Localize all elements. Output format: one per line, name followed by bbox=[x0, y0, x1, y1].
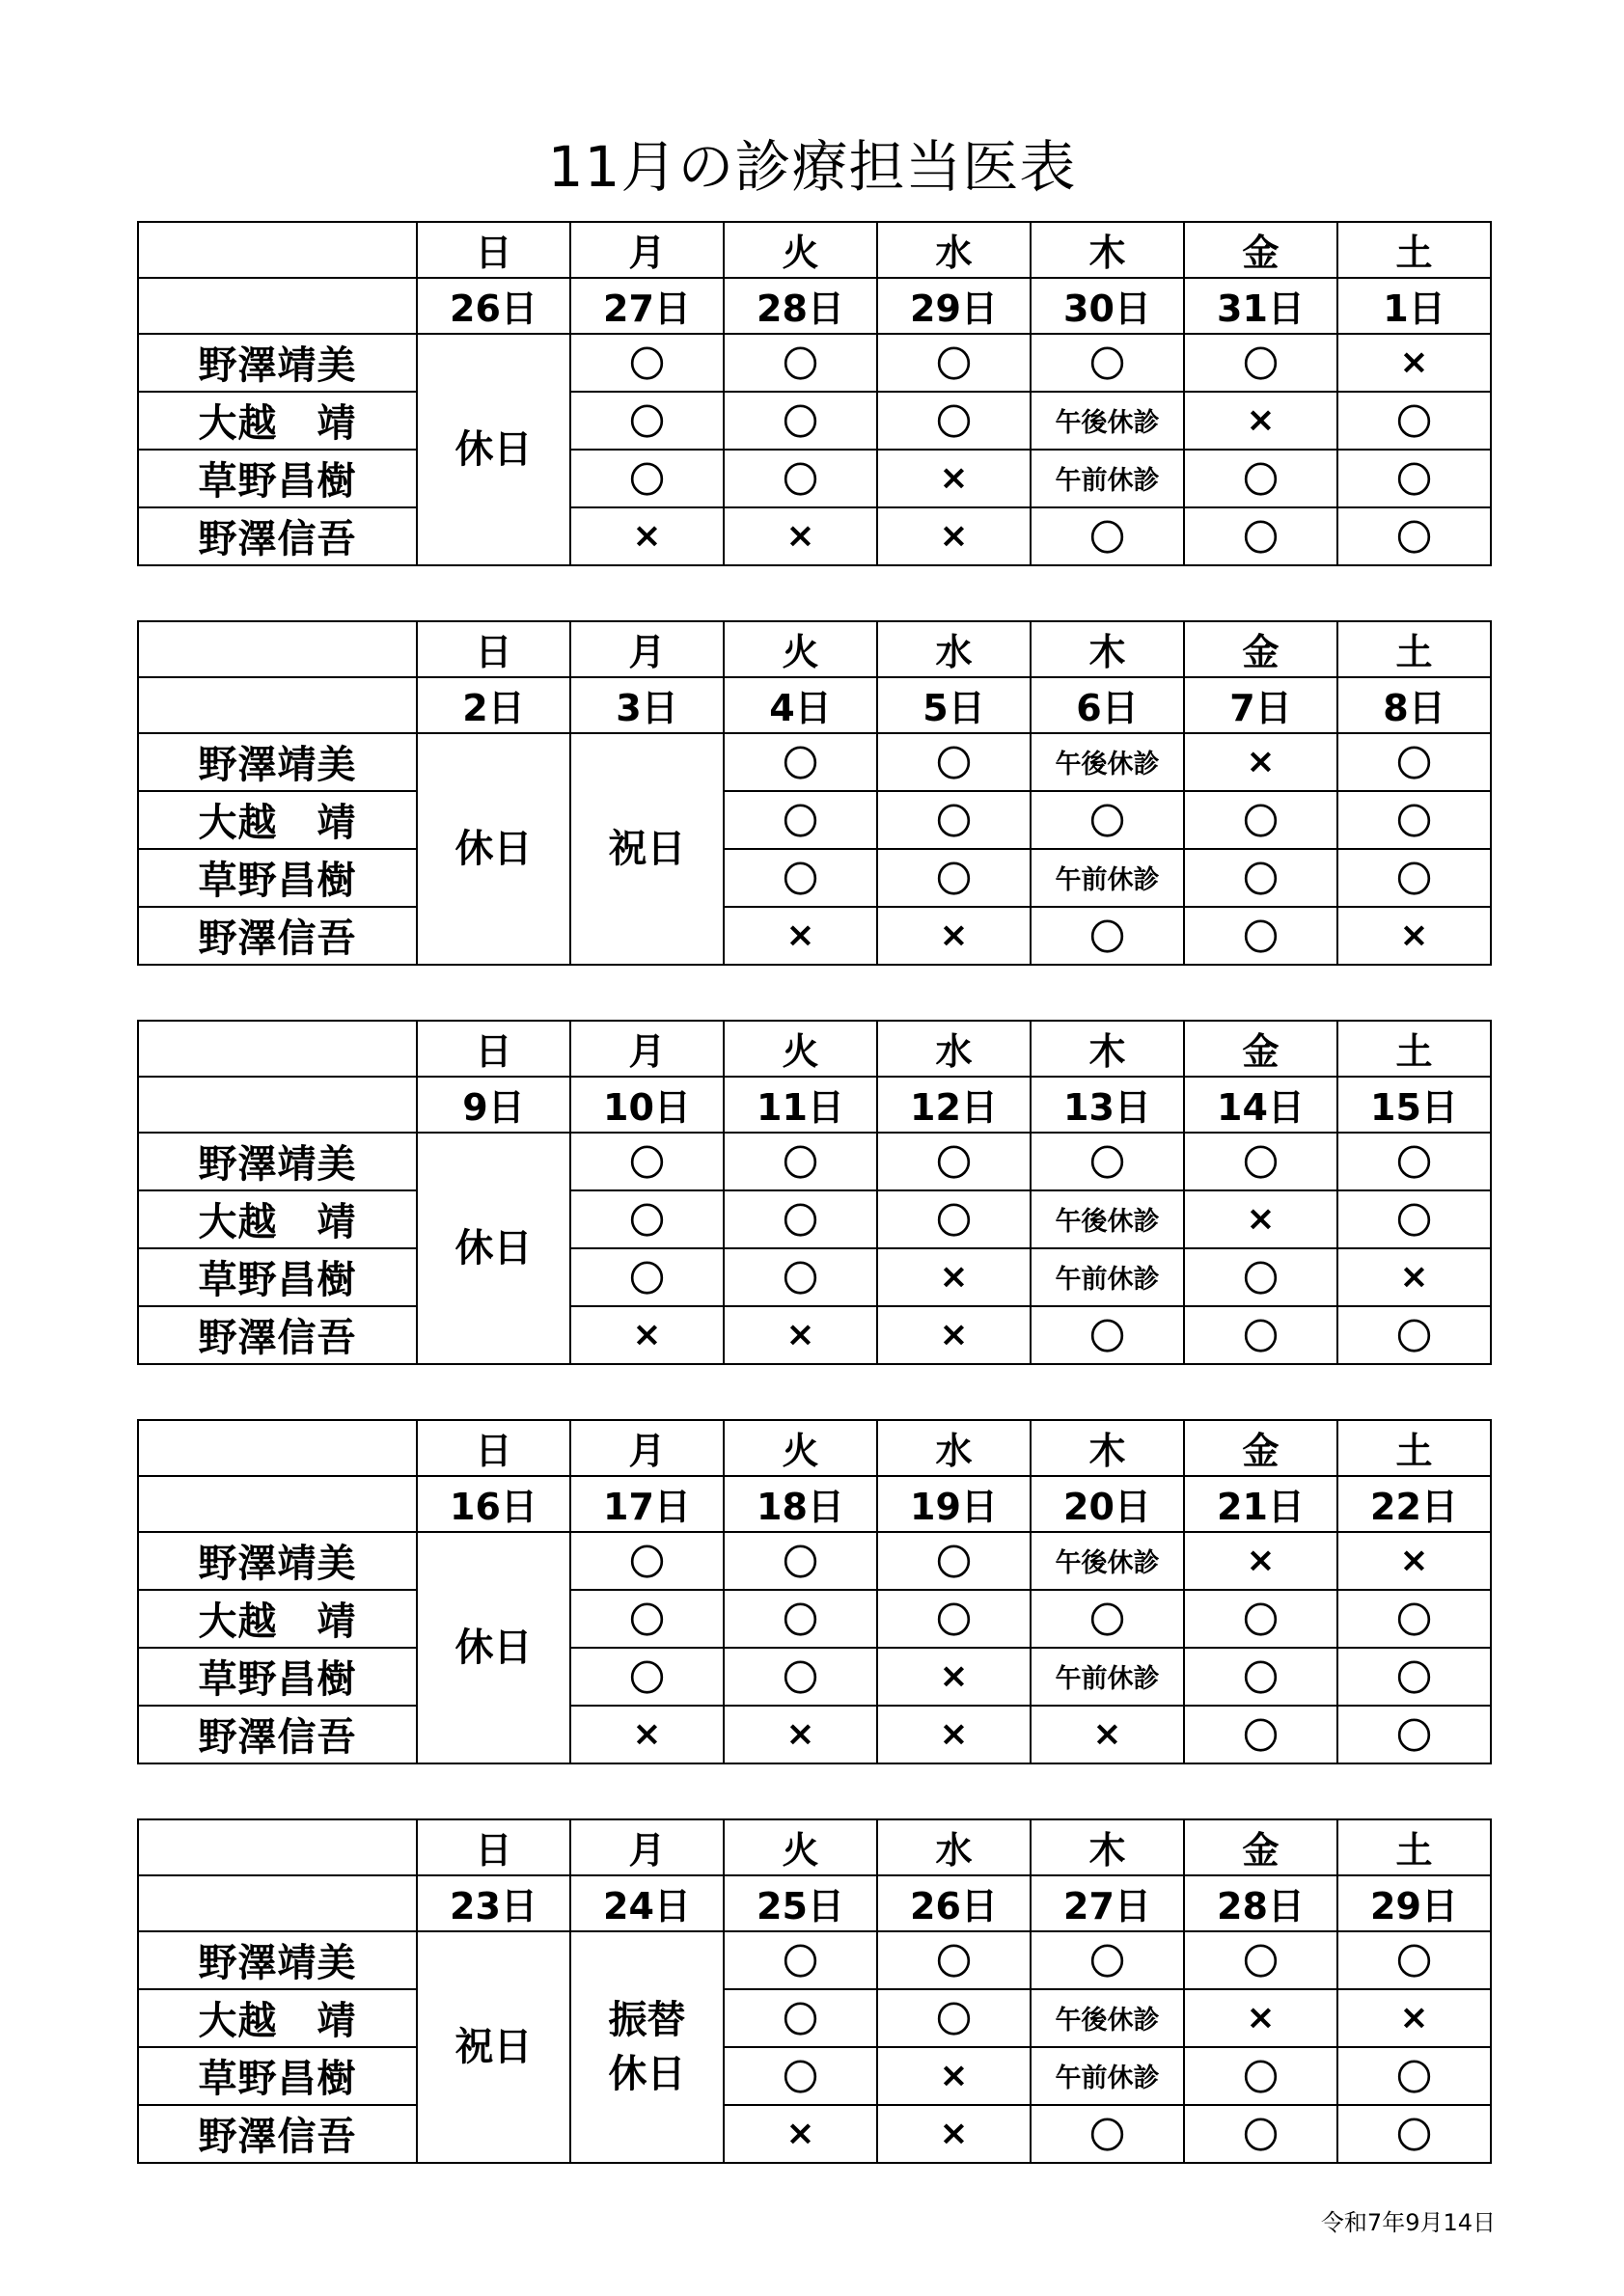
schedule-mark: 〇 bbox=[1337, 1648, 1491, 1706]
schedule-mark: × bbox=[877, 1248, 1031, 1306]
schedule-mark: 〇 bbox=[1337, 2105, 1491, 2163]
corner-cell bbox=[138, 278, 417, 334]
schedule-mark: 〇 bbox=[1337, 1133, 1491, 1190]
schedule-mark: 〇 bbox=[1184, 907, 1337, 965]
schedule-mark: 〇 bbox=[570, 1248, 724, 1306]
schedule-mark: 〇 bbox=[570, 392, 724, 450]
schedule-mark: 午後休診 bbox=[1031, 1532, 1184, 1590]
weekday-header: 金 bbox=[1184, 621, 1337, 677]
date-row bbox=[138, 1077, 1491, 1133]
schedule-mark: 〇 bbox=[1031, 1590, 1184, 1648]
schedule-mark: 〇 bbox=[877, 1133, 1031, 1190]
schedule-mark: 〇 bbox=[1031, 334, 1184, 392]
doctor-row bbox=[138, 791, 1491, 849]
date-header: 31日 bbox=[1184, 278, 1337, 334]
closed-day-cell: 休日 bbox=[417, 334, 570, 565]
schedule-mark: 午前休診 bbox=[1031, 2047, 1184, 2105]
doctor-name: 野澤信吾 bbox=[138, 1306, 417, 1364]
schedule-mark: 〇 bbox=[724, 733, 877, 791]
weekday-header: 月 bbox=[570, 1021, 724, 1077]
schedule-mark: × bbox=[1337, 1989, 1491, 2047]
schedule-mark: 〇 bbox=[877, 791, 1031, 849]
weekday-header: 金 bbox=[1184, 222, 1337, 278]
weekday-header: 火 bbox=[724, 222, 877, 278]
schedule-mark: 〇 bbox=[1337, 1590, 1491, 1648]
schedule-mark: 〇 bbox=[877, 733, 1031, 791]
date-header: 24日 bbox=[570, 1875, 724, 1931]
schedule-mark: 〇 bbox=[1337, 791, 1491, 849]
schedule-mark: × bbox=[877, 2105, 1031, 2163]
weekday-header: 金 bbox=[1184, 1021, 1337, 1077]
schedule-mark: 〇 bbox=[1337, 1931, 1491, 1989]
doctor-name: 草野昌樹 bbox=[138, 849, 417, 907]
weekday-header: 水 bbox=[877, 1021, 1031, 1077]
date-header: 26日 bbox=[877, 1875, 1031, 1931]
schedule-mark: 〇 bbox=[877, 849, 1031, 907]
doctor-row bbox=[138, 1306, 1491, 1364]
closed-day-cell: 休日 bbox=[417, 1133, 570, 1364]
doctor-row bbox=[138, 2105, 1491, 2163]
doctor-row bbox=[138, 1590, 1491, 1648]
date-header: 15日 bbox=[1337, 1077, 1491, 1133]
doctor-name: 大越 靖 bbox=[138, 1590, 417, 1648]
schedule-mark: × bbox=[724, 907, 877, 965]
schedule-mark: 〇 bbox=[724, 392, 877, 450]
corner-cell bbox=[138, 1875, 417, 1931]
date-header: 28日 bbox=[1184, 1875, 1337, 1931]
doctor-row bbox=[138, 392, 1491, 450]
date-header: 13日 bbox=[1031, 1077, 1184, 1133]
weekday-header: 火 bbox=[724, 1819, 877, 1875]
weekday-header: 月 bbox=[570, 1420, 724, 1476]
weekday-header: 水 bbox=[877, 222, 1031, 278]
schedule-mark: 〇 bbox=[1184, 1706, 1337, 1763]
schedule-mark: × bbox=[1337, 907, 1491, 965]
date-header: 7日 bbox=[1184, 677, 1337, 733]
date-header: 16日 bbox=[417, 1476, 570, 1532]
date-header: 25日 bbox=[724, 1875, 877, 1931]
corner-cell bbox=[138, 677, 417, 733]
closed-day-cell: 休日 bbox=[417, 1532, 570, 1763]
schedule-mark: 〇 bbox=[724, 791, 877, 849]
corner-cell bbox=[138, 1476, 417, 1532]
schedule-mark: × bbox=[724, 1306, 877, 1364]
schedule-mark: 午後休診 bbox=[1031, 392, 1184, 450]
doctor-row bbox=[138, 450, 1491, 507]
weekday-row bbox=[138, 1420, 1491, 1476]
schedule-mark: 〇 bbox=[1337, 450, 1491, 507]
corner-cell bbox=[138, 1021, 417, 1077]
date-header: 27日 bbox=[1031, 1875, 1184, 1931]
schedule-mark: 〇 bbox=[1337, 1706, 1491, 1763]
schedule-mark: × bbox=[1337, 1248, 1491, 1306]
weekday-header: 火 bbox=[724, 1021, 877, 1077]
schedule-mark: 〇 bbox=[877, 1931, 1031, 1989]
schedule-mark: 〇 bbox=[877, 1590, 1031, 1648]
schedule-mark: 午前休診 bbox=[1031, 849, 1184, 907]
weekday-header: 火 bbox=[724, 621, 877, 677]
date-header: 27日 bbox=[570, 278, 724, 334]
schedule-mark: 〇 bbox=[724, 2047, 877, 2105]
doctor-name: 大越 靖 bbox=[138, 1989, 417, 2047]
date-header: 8日 bbox=[1337, 677, 1491, 733]
schedule-mark: × bbox=[877, 907, 1031, 965]
date-header: 4日 bbox=[724, 677, 877, 733]
schedule-mark: × bbox=[877, 507, 1031, 565]
doctor-row bbox=[138, 2047, 1491, 2105]
weekday-header: 日 bbox=[417, 1021, 570, 1077]
schedule-mark: 〇 bbox=[877, 1190, 1031, 1248]
date-row bbox=[138, 677, 1491, 733]
date-header: 29日 bbox=[877, 278, 1031, 334]
schedule-mark: 〇 bbox=[724, 450, 877, 507]
schedule-mark: × bbox=[570, 1306, 724, 1364]
schedule-mark: 〇 bbox=[1184, 1590, 1337, 1648]
schedule-mark: 〇 bbox=[1184, 334, 1337, 392]
schedule-mark: 〇 bbox=[877, 1989, 1031, 2047]
schedule-mark: 〇 bbox=[724, 1931, 877, 1989]
weekday-header: 木 bbox=[1031, 621, 1184, 677]
schedule-mark: × bbox=[1337, 334, 1491, 392]
schedule-mark: 〇 bbox=[1184, 507, 1337, 565]
doctor-name: 野澤信吾 bbox=[138, 2105, 417, 2163]
schedule-mark: 〇 bbox=[1184, 1648, 1337, 1706]
schedule-mark: × bbox=[877, 1306, 1031, 1364]
schedule-mark: 〇 bbox=[1031, 1931, 1184, 1989]
weekday-header: 木 bbox=[1031, 1021, 1184, 1077]
corner-cell bbox=[138, 1420, 417, 1476]
doctor-row bbox=[138, 1248, 1491, 1306]
schedule-mark: 〇 bbox=[1184, 2047, 1337, 2105]
date-header: 26日 bbox=[417, 278, 570, 334]
schedule-mark: × bbox=[1184, 1190, 1337, 1248]
date-header: 22日 bbox=[1337, 1476, 1491, 1532]
schedule-mark: × bbox=[877, 1706, 1031, 1763]
schedule-mark: 〇 bbox=[724, 1590, 877, 1648]
schedule-mark: 〇 bbox=[570, 334, 724, 392]
schedule-mark: 午前休診 bbox=[1031, 450, 1184, 507]
schedule-mark: 〇 bbox=[570, 1190, 724, 1248]
schedule-mark: × bbox=[724, 507, 877, 565]
weekday-header: 月 bbox=[570, 1819, 724, 1875]
schedule-mark: 〇 bbox=[724, 1989, 877, 2047]
schedule-mark: 〇 bbox=[1337, 1306, 1491, 1364]
schedule-mark: 〇 bbox=[877, 334, 1031, 392]
doctor-name: 草野昌樹 bbox=[138, 2047, 417, 2105]
week-table-5 bbox=[137, 1818, 1492, 2164]
schedule-mark: 〇 bbox=[1184, 1306, 1337, 1364]
schedule-mark: × bbox=[1184, 392, 1337, 450]
doctor-name: 野澤靖美 bbox=[138, 1532, 417, 1590]
weekday-header: 土 bbox=[1337, 1420, 1491, 1476]
date-header: 28日 bbox=[724, 278, 877, 334]
closed-day-cell: 祝日 bbox=[570, 733, 724, 965]
schedule-mark: 〇 bbox=[1337, 392, 1491, 450]
weekday-header: 木 bbox=[1031, 222, 1184, 278]
weekday-header: 木 bbox=[1031, 1420, 1184, 1476]
weekday-header: 火 bbox=[724, 1420, 877, 1476]
doctor-name: 野澤靖美 bbox=[138, 334, 417, 392]
weekday-header: 日 bbox=[417, 222, 570, 278]
schedule-mark: 〇 bbox=[724, 1133, 877, 1190]
weekday-header: 日 bbox=[417, 1420, 570, 1476]
doctor-row bbox=[138, 1532, 1491, 1590]
date-header: 10日 bbox=[570, 1077, 724, 1133]
weekday-header: 月 bbox=[570, 222, 724, 278]
date-row bbox=[138, 1875, 1491, 1931]
doctor-name: 草野昌樹 bbox=[138, 1248, 417, 1306]
weekday-header: 土 bbox=[1337, 621, 1491, 677]
weekday-header: 金 bbox=[1184, 1420, 1337, 1476]
date-header: 17日 bbox=[570, 1476, 724, 1532]
schedule-mark: 〇 bbox=[1184, 1133, 1337, 1190]
doctor-row bbox=[138, 907, 1491, 965]
weekday-header: 土 bbox=[1337, 1021, 1491, 1077]
schedule-mark: 〇 bbox=[570, 1590, 724, 1648]
weekday-header: 土 bbox=[1337, 1819, 1491, 1875]
week-table-3 bbox=[137, 1020, 1492, 1365]
weekday-row bbox=[138, 1819, 1491, 1875]
schedule-mark: 〇 bbox=[1337, 2047, 1491, 2105]
date-row bbox=[138, 278, 1491, 334]
schedule-mark: 午前休診 bbox=[1031, 1248, 1184, 1306]
schedule-mark: 〇 bbox=[1337, 507, 1491, 565]
schedule-mark: × bbox=[1184, 733, 1337, 791]
date-header: 5日 bbox=[877, 677, 1031, 733]
schedule-mark: 午後休診 bbox=[1031, 733, 1184, 791]
schedule-mark: 〇 bbox=[724, 1190, 877, 1248]
doctor-row bbox=[138, 849, 1491, 907]
date-header: 12日 bbox=[877, 1077, 1031, 1133]
schedule-mark: 〇 bbox=[724, 849, 877, 907]
date-header: 1日 bbox=[1337, 278, 1491, 334]
weekday-header: 水 bbox=[877, 621, 1031, 677]
week-table-4 bbox=[137, 1419, 1492, 1764]
doctor-name: 野澤靖美 bbox=[138, 1133, 417, 1190]
doctor-row bbox=[138, 1190, 1491, 1248]
weekday-header: 土 bbox=[1337, 222, 1491, 278]
schedule-mark: × bbox=[1337, 1532, 1491, 1590]
schedule-mark: 〇 bbox=[570, 1532, 724, 1590]
doctor-name: 大越 靖 bbox=[138, 392, 417, 450]
date-row bbox=[138, 1476, 1491, 1532]
weekday-header: 月 bbox=[570, 621, 724, 677]
date-header: 18日 bbox=[724, 1476, 877, 1532]
doctor-name: 野澤信吾 bbox=[138, 907, 417, 965]
weekday-header: 水 bbox=[877, 1819, 1031, 1875]
doctor-name: 野澤靖美 bbox=[138, 733, 417, 791]
schedule-mark: × bbox=[877, 450, 1031, 507]
weekday-row bbox=[138, 222, 1491, 278]
schedule-mark: 午後休診 bbox=[1031, 1989, 1184, 2047]
schedule-mark: × bbox=[1184, 1532, 1337, 1590]
schedule-mark: × bbox=[1031, 1706, 1184, 1763]
schedule-mark: 〇 bbox=[1337, 849, 1491, 907]
date-header: 19日 bbox=[877, 1476, 1031, 1532]
schedule-mark: 〇 bbox=[1031, 507, 1184, 565]
weekday-row bbox=[138, 621, 1491, 677]
schedule-mark: 〇 bbox=[1031, 2105, 1184, 2163]
date-header: 9日 bbox=[417, 1077, 570, 1133]
schedule-mark: 〇 bbox=[1031, 1306, 1184, 1364]
date-header: 21日 bbox=[1184, 1476, 1337, 1532]
closed-day-cell: 振替 休日 bbox=[570, 1931, 724, 2163]
weekday-header: 日 bbox=[417, 1819, 570, 1875]
doctor-row bbox=[138, 1648, 1491, 1706]
schedule-mark: 〇 bbox=[1184, 450, 1337, 507]
schedule-mark: 〇 bbox=[1184, 2105, 1337, 2163]
date-header: 2日 bbox=[417, 677, 570, 733]
schedule-mark: × bbox=[877, 1648, 1031, 1706]
corner-cell bbox=[138, 1819, 417, 1875]
doctor-name: 草野昌樹 bbox=[138, 1648, 417, 1706]
doctor-row bbox=[138, 334, 1491, 392]
schedule-mark: 〇 bbox=[1184, 791, 1337, 849]
schedule-mark: × bbox=[877, 2047, 1031, 2105]
issue-date: 令和7年9月14日 bbox=[1320, 2209, 1496, 2236]
schedule-mark: 〇 bbox=[1337, 733, 1491, 791]
schedule-mark: 午後休診 bbox=[1031, 1190, 1184, 1248]
schedule-mark: 〇 bbox=[1031, 1133, 1184, 1190]
schedule-mark: 〇 bbox=[724, 1532, 877, 1590]
doctor-name: 野澤靖美 bbox=[138, 1931, 417, 1989]
corner-cell bbox=[138, 621, 417, 677]
doctor-row bbox=[138, 1989, 1491, 2047]
schedule-mark: 〇 bbox=[1184, 1931, 1337, 1989]
page-title: 11月の診療担当医表 bbox=[547, 134, 1077, 200]
schedule-mark: 〇 bbox=[1337, 1190, 1491, 1248]
schedule-mark: 〇 bbox=[1184, 1248, 1337, 1306]
weekday-header: 木 bbox=[1031, 1819, 1184, 1875]
weekday-header: 金 bbox=[1184, 1819, 1337, 1875]
schedule-mark: 〇 bbox=[724, 1648, 877, 1706]
schedule-mark: × bbox=[724, 1706, 877, 1763]
doctor-name: 大越 靖 bbox=[138, 1190, 417, 1248]
week-table-2 bbox=[137, 620, 1492, 966]
schedule-mark: 午前休診 bbox=[1031, 1648, 1184, 1706]
doctor-row bbox=[138, 507, 1491, 565]
schedule-mark: 〇 bbox=[570, 450, 724, 507]
date-header: 20日 bbox=[1031, 1476, 1184, 1532]
corner-cell bbox=[138, 222, 417, 278]
date-header: 3日 bbox=[570, 677, 724, 733]
schedule-mark: 〇 bbox=[1031, 907, 1184, 965]
corner-cell bbox=[138, 1077, 417, 1133]
doctor-row bbox=[138, 1931, 1491, 1989]
schedule-mark: × bbox=[1184, 1989, 1337, 2047]
closed-day-cell: 休日 bbox=[417, 733, 570, 965]
schedule-mark: 〇 bbox=[724, 1248, 877, 1306]
date-header: 11日 bbox=[724, 1077, 877, 1133]
schedule-mark: 〇 bbox=[724, 334, 877, 392]
doctor-name: 野澤信吾 bbox=[138, 1706, 417, 1763]
schedule-mark: 〇 bbox=[570, 1133, 724, 1190]
schedule-mark: × bbox=[570, 1706, 724, 1763]
schedule-mark: 〇 bbox=[877, 1532, 1031, 1590]
date-header: 30日 bbox=[1031, 278, 1184, 334]
weekday-header: 水 bbox=[877, 1420, 1031, 1476]
schedule-mark: × bbox=[724, 2105, 877, 2163]
doctor-row bbox=[138, 1133, 1491, 1190]
schedule-mark: × bbox=[570, 507, 724, 565]
schedule-mark: 〇 bbox=[570, 1648, 724, 1706]
date-header: 14日 bbox=[1184, 1077, 1337, 1133]
schedule-mark: 〇 bbox=[1031, 791, 1184, 849]
week-table-1 bbox=[137, 221, 1492, 566]
doctor-name: 草野昌樹 bbox=[138, 450, 417, 507]
closed-day-cell: 祝日 bbox=[417, 1931, 570, 2163]
doctor-name: 野澤信吾 bbox=[138, 507, 417, 565]
doctor-row bbox=[138, 733, 1491, 791]
doctor-name: 大越 靖 bbox=[138, 791, 417, 849]
weekday-row bbox=[138, 1021, 1491, 1077]
schedule-mark: 〇 bbox=[877, 392, 1031, 450]
date-header: 23日 bbox=[417, 1875, 570, 1931]
date-header: 29日 bbox=[1337, 1875, 1491, 1931]
doctor-row bbox=[138, 1706, 1491, 1763]
weekday-header: 日 bbox=[417, 621, 570, 677]
date-header: 6日 bbox=[1031, 677, 1184, 733]
schedule-mark: 〇 bbox=[1184, 849, 1337, 907]
